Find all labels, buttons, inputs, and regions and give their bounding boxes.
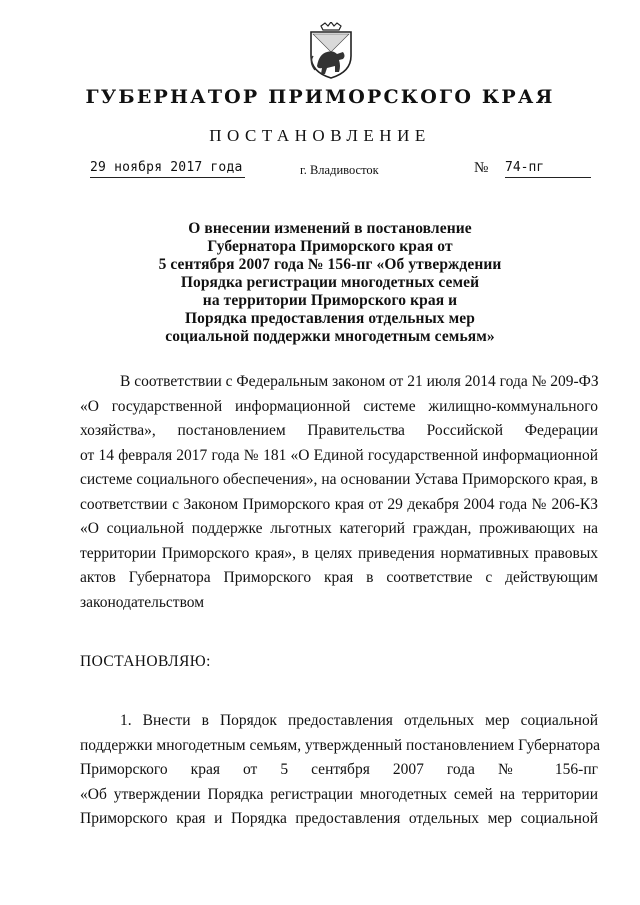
paragraph-line: «О государственной информационной системе жилищно-коммунального [80, 397, 598, 415]
subject-line: 5 сентября 2007 года № 156-пг «Об утверждении [158, 256, 502, 273]
subject-line: социальной поддержки многодетным семьям» [165, 328, 495, 345]
paragraph-line: Приморского края от 5 сентября 2007 года № 156-пг [80, 761, 598, 778]
document-number: 74-пг [505, 160, 591, 178]
paragraph-line: от 14 февраля 2017 года № 181 «О Единой государственной информационной [80, 446, 598, 464]
document-subject [140, 220, 520, 346]
document-meta-row [0, 160, 640, 188]
paragraph-line: «О социальной поддержке льготных категорий граждан, проживающих на [80, 520, 598, 537]
subject-line: Порядка регистрации многодетных семей [180, 274, 480, 291]
preamble-paragraph [80, 370, 598, 615]
document-type: ПОСТАНОВЛЕНИЕ [209, 126, 431, 145]
paragraph-line: системе социального обеспечения», на основании Устава Приморского края, в [80, 471, 598, 488]
subject-line: О внесении изменений в постановление [188, 220, 472, 237]
subject-line: Порядка предоставления отдельных мер [185, 310, 475, 327]
document-date: 29 ноября 2017 года [90, 160, 245, 178]
subject-line: Губернатора Приморского края от [207, 238, 453, 255]
paragraph-line: поддержки многодетным семьям, утвержденный постановлением Губернатора [80, 736, 601, 754]
subject-line: на территории Приморского края и [202, 292, 458, 309]
paragraph-line: хозяйства», постановлением Правительства Российской Федерации [80, 422, 598, 439]
paragraph-line: актов Губернатора Приморского края в соответствие с действующим [80, 569, 598, 586]
paragraph-line: законодательством [80, 593, 205, 611]
paragraph-line: 1. Внести в Порядок предоставления отдельных мер социальной [120, 712, 598, 729]
item-1-paragraph [80, 709, 601, 832]
coat-of-arms-icon [303, 22, 359, 80]
decree-heading: ПОСТАНОВЛЯЮ: [80, 653, 211, 670]
document-number-label: № [474, 160, 489, 176]
paragraph-line: территории Приморского края», в целях приведения нормативных правовых [80, 544, 598, 562]
paragraph-line: Приморского края и Порядка предоставления отдельных мер социальной [80, 810, 598, 827]
paragraph-line: В соответствии с Федеральным законом от 21 июля 2014 года № 209-ФЗ [120, 373, 599, 390]
government-title: ГУБЕРНАТОР ПРИМОРСКОГО КРАЯ [85, 86, 555, 108]
paragraph-line: соответствии с Законом Приморского края от 29 декабря 2004 года № 206-КЗ [80, 495, 598, 513]
document-city: г. Владивосток [300, 163, 379, 177]
paragraph-line: «Об утверждении Порядка регистрации многодетных семей на территории [80, 785, 598, 803]
